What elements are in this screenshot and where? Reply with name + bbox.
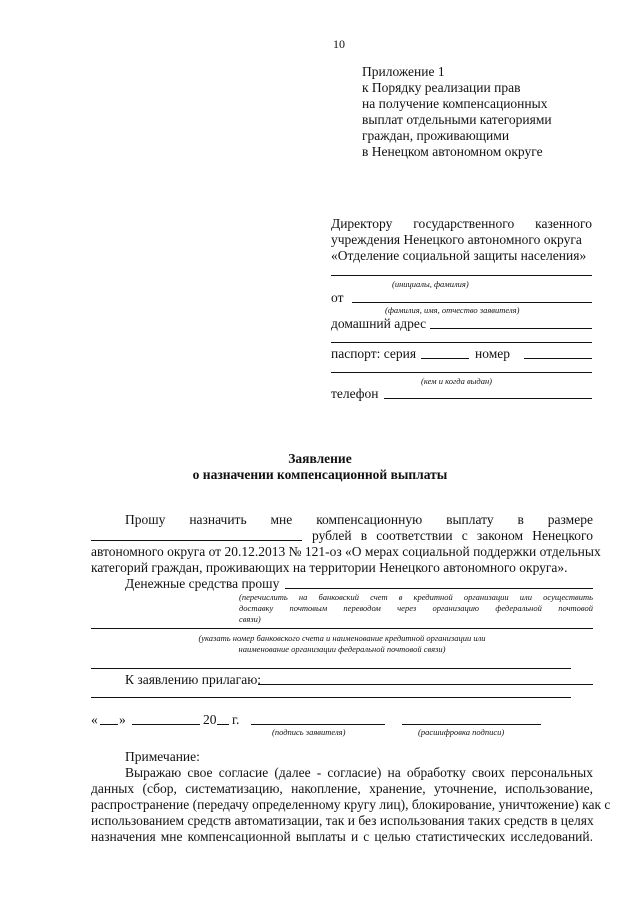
note-label: Примечание:	[125, 749, 200, 764]
phone-field-line[interactable]	[384, 398, 592, 399]
initials-field-line[interactable]	[331, 275, 592, 276]
caption-initials: (инициалы, фамилия)	[392, 279, 469, 289]
money-field-line[interactable]	[285, 588, 593, 589]
money-caption-line: (перечислить на банковский счет в кредитной организации или осуществить	[239, 592, 593, 602]
phone-label: телефон	[331, 386, 379, 401]
date-open-quote: «	[91, 712, 98, 727]
bank-caption-line: наименование организации федеральной почтовой связи)	[238, 644, 446, 654]
note-line: назначения мне компенсационной выплаты и с целью статистических исследований.	[91, 829, 593, 844]
addressee-word: государственного	[413, 216, 515, 231]
caption-issued: (кем и когда выдан)	[421, 376, 493, 386]
note-line: использованием средств автоматизации, так и без использования таких средств в целях	[91, 813, 594, 828]
appendix-line: в Ненецком автономном округе	[362, 144, 543, 159]
passport-series-field-line[interactable]	[421, 358, 469, 359]
document-title: Заявление	[288, 451, 352, 466]
note-line: Выражаю свое согласие (далее - согласие) на обработку своих персональных	[125, 765, 593, 780]
addressee-word: казенного	[535, 216, 592, 231]
addressee-word: Директору	[331, 216, 393, 231]
appendix-line: граждан, проживающими	[362, 128, 510, 143]
request-line-2: рублей в соответствии с законом Ненецкого	[312, 528, 593, 543]
appendix-line: к Порядку реализации прав	[362, 80, 521, 95]
addressee-line-3: «Отделение социальной защиты населения»	[331, 248, 587, 263]
signature-field-line[interactable]	[251, 724, 385, 725]
request-word: назначить	[189, 512, 247, 527]
request-word: Прошу	[125, 512, 166, 527]
request-word: компенсационную	[316, 512, 423, 527]
request-line-1	[125, 512, 593, 528]
bank-field-line-2[interactable]	[91, 668, 571, 669]
date-year-suffix: г.	[232, 712, 240, 727]
attach-label: К заявлению прилагаю:	[125, 672, 262, 687]
money-caption-line: связи)	[239, 614, 261, 624]
document-subtitle: о назначении компенсационной выплаты	[192, 467, 448, 482]
passport-issued-field-line[interactable]	[331, 372, 592, 373]
caption-fio: (фамилия, имя, отчество заявителя)	[385, 305, 520, 315]
money-caption-line: доставку почтовым переводом через организацию федеральной почтовой	[239, 603, 593, 613]
appendix-line: Приложение 1	[362, 64, 445, 79]
money-label: Денежные средства прошу	[125, 576, 280, 591]
request-line-3: автономного округа от 20.12.2013 № 121-оз «О мерах социальной поддержки отдельных	[91, 544, 601, 559]
note-line: распространение (передачу определенному кругу лиц), блокирование, уничтожение) как с	[91, 797, 611, 812]
request-word: мне	[270, 512, 293, 527]
signature-decoding-field-line[interactable]	[402, 724, 541, 725]
page-number: 10	[333, 37, 345, 51]
caption-decoding: (расшифровка подписи)	[418, 727, 505, 737]
date-year-field-line[interactable]	[217, 724, 229, 725]
bank-caption-line: (указать номер банковского счета и наименование кредитной организации или	[198, 633, 486, 643]
date-day-field-line[interactable]	[100, 724, 118, 725]
amount-field-line[interactable]	[91, 540, 302, 541]
appendix-line: на получение компенсационных	[362, 96, 548, 111]
addressee-line-1	[331, 216, 592, 232]
passport-series-label: паспорт: серия	[331, 346, 417, 361]
note-line: данных (сбор, систематизацию, накопление, хранение, уточнение, использование,	[91, 781, 593, 796]
attach-field-line-2[interactable]	[91, 697, 571, 698]
request-word: выплату	[446, 512, 494, 527]
request-word: в	[517, 512, 524, 527]
home-address-field-line-2[interactable]	[331, 342, 592, 343]
from-label: от	[331, 290, 344, 305]
date-month-field-line[interactable]	[132, 724, 200, 725]
appendix-line: выплат отдельными категориями	[362, 112, 552, 127]
passport-number-field-line[interactable]	[524, 358, 592, 359]
home-address-field-line[interactable]	[430, 328, 592, 329]
bank-field-line[interactable]	[91, 628, 593, 629]
from-field-line[interactable]	[352, 302, 592, 303]
home-address-label: домашний адрес	[331, 316, 427, 331]
request-line-4: категорий граждан, проживающих на территории Ненецкого автономного округа».	[91, 560, 568, 575]
attach-field-line[interactable]	[258, 684, 593, 685]
request-word: размере	[547, 512, 593, 527]
caption-signature: (подпись заявителя)	[272, 727, 346, 737]
passport-number-label: номер	[475, 346, 511, 361]
date-year-prefix: 20	[203, 712, 217, 727]
date-close-quote: »	[119, 712, 126, 727]
addressee-line-2: учреждения Ненецкого автономного округа	[331, 232, 582, 247]
